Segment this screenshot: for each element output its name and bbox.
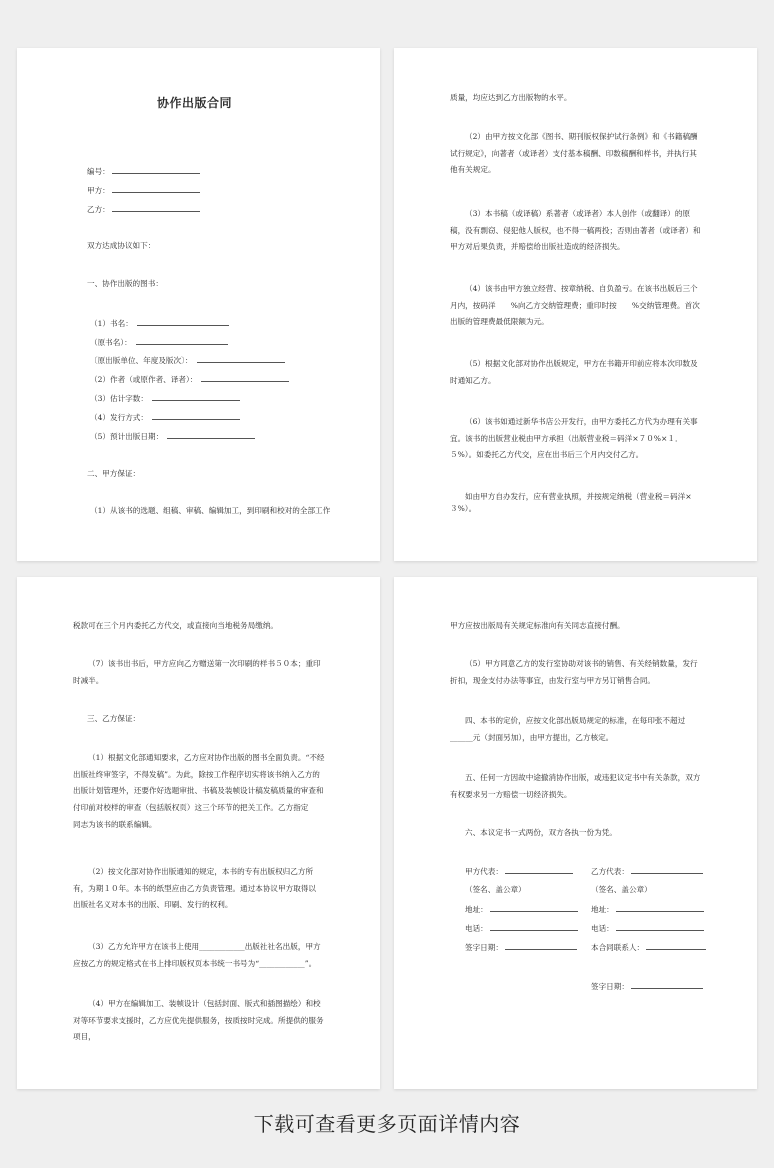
distribution-blank (152, 411, 240, 420)
contract-page-4 (394, 577, 757, 1089)
original-publisher-blank (197, 354, 285, 363)
party-b-rep-field (591, 865, 703, 878)
contract-page-3 (17, 577, 380, 1089)
book-name-blank (137, 317, 229, 326)
section4-text: 四、本书的定价，应按文化部出版局规定的标准，在每印张不超过______元（封面另加），由甲方提出，乙方核定。 (450, 716, 686, 742)
contract-contact-field (591, 941, 706, 954)
party-a-label: 甲方： (87, 186, 110, 195)
author-blank (201, 373, 289, 382)
address-label-b: 地址： (591, 905, 614, 914)
clause6b-text: 如由甲方自办发行，应有营业执照，并按规定纳税（营业税＝码洋×３%）。 (450, 492, 692, 513)
author-label: （2）作者（或原作者、译者）： (90, 375, 198, 384)
p3-clause1-text: （1）根据文化部通知要求，乙方应对协作出版的图书全面负责。“不经出版社终审签字，不得发稿”。为此，除按工作程序切实将该书纳入乙方的出版计划管理外，还要作好选题审批、书稿及装帧设计稿发稿质量的审查和付印前对校样的审查（包括版权页）这三个环节的把关工作。乙方指定 同志为该书的联系编辑。 (73, 753, 325, 829)
number-blank (112, 165, 200, 174)
number-field (87, 165, 200, 178)
contract-contact-label: 本合同联系人： (591, 943, 645, 952)
original-publisher-field (90, 354, 285, 367)
p3-clause2-text: （2）按文化部对协作出版通知的规定，本书的专有出版权归乙方所有，为期１０年。本书的纸型应由乙方负责管理。通过本协议甲方取得以 出版社名义对本书的出版、印刷、发行的权利。 (73, 867, 332, 910)
phone-field-a (465, 922, 578, 935)
clause5-text: （5）根据文化部对协作出版规定，甲方在书籍开印前应将本次印数及时通知乙方。 (450, 359, 698, 385)
download-more-footer: 下载可查看更多页面详情内容 (253, 1112, 521, 1136)
seal-label-a: （签名、盖公章） (465, 885, 526, 894)
clause2-text: （2）由甲方按文化部《图书、期刊版权保护试行条例》和《书籍稿酬试行规定》，向著者（或译者）支付基本稿酬、印数稿酬和样书，并执行其他有关规定。 (450, 132, 698, 175)
clause6-text: （6）该书如通过新华书店公开发行，由甲方委托乙方代为办理有关事宜。该书的出版营业税由甲方承担（出版营业税＝码洋×７０%×１．５%）。如委托乙方代交，应在出书后三个月内交付乙方。 (450, 417, 698, 460)
clause4-text: （4）该书由甲方独立经营、按章纳税、自负盈亏。在该书出版后三个月内，按码洋 %向乙方交纳管理费；重印时按 %交纳管理费。首次出版的管理费最低限额为元。 (450, 284, 700, 327)
address-label-a: 地址： (465, 905, 488, 914)
clause3-text: （3）本书稿（或译稿）系著者（或译者）本人创作（或翻译）的原稿，没有剽窃、侵犯他人版权，也不得一稿两投；否则由著者（或译者）和甲方对后果负责，并赔偿给出版社造成的经济损失。 (450, 209, 701, 252)
section2-heading: 二、甲方保证： (87, 469, 141, 478)
section6-text: 六、本议定书一式两份，双方各执一份为凭。 (465, 828, 617, 837)
word-count-field (90, 392, 240, 405)
publish-date-blank (167, 430, 255, 439)
party-a-rep-field (465, 865, 573, 878)
sign-date-field-b (591, 980, 703, 993)
page2-continue-text: 质量，均应达到乙方出版物的水平。 (450, 93, 572, 102)
publish-date-label: （5）预计出版日期： (90, 432, 164, 441)
party-b-rep-label: 乙方代表： (591, 867, 629, 876)
publish-date-field (90, 430, 255, 443)
section3-heading: 三、乙方保证： (87, 714, 141, 723)
party-a-blank (112, 184, 200, 193)
section1-heading: 一、协作出版的图书： (87, 279, 163, 288)
address-field-a (465, 903, 578, 916)
address-blank-b (616, 903, 704, 912)
phone-blank-b (616, 922, 704, 931)
contract-title: 协作出版合同 (157, 96, 233, 110)
party-a-rep-label: 甲方代表： (465, 867, 503, 876)
party-b-field (87, 203, 200, 216)
party-b-label: 乙方： (87, 205, 110, 214)
sign-date-field-a (465, 941, 577, 954)
author-field (90, 373, 289, 386)
sign-date-blank-b (631, 980, 703, 989)
party-a-rep-blank (505, 865, 573, 874)
p3-clause3-text: （3）乙方允许甲方在该书上使用____________出版社社名出版，甲方应按乙方的规定格式在书上排印版权页本书统一书号为“____________”。 (73, 942, 321, 968)
word-count-label: （3）估计字数： (90, 394, 148, 403)
p4-clause5-text: （5）甲方同意乙方的发行室协助对该书的销售、有关经销数量，发行折扣，现金支付办法等事宜，由发行室与甲方另订销售合同。 (450, 659, 698, 685)
page4-continue-text: 甲方应按出版局有关规定标准向有关同志直接付酬。 (450, 621, 625, 630)
sign-date-label-a: 签字日期： (465, 943, 503, 952)
address-field-b (591, 903, 704, 916)
book-name-label: （1）书名： (90, 319, 133, 328)
contract-contact-blank (646, 941, 706, 950)
distribution-field (90, 411, 240, 424)
phone-field-b (591, 922, 704, 935)
original-name-label: （原书名）： (90, 338, 132, 347)
section5-text: 五、任何一方因故中途撤消协作出版，或违犯议定书中有关条款，双方有权要求另一方赔偿一切经济损失。 (450, 773, 701, 799)
p3-clause4-text: （4）甲方在编辑加工、装帧设计（包括封面、版式和插图描绘）和校对等环节要求支援时，乙方应优先提供服务，按质按时完成。所提供的服务项目， (73, 999, 324, 1042)
sign-date-blank-a (505, 941, 577, 950)
word-count-blank (152, 392, 240, 401)
original-name-field (90, 336, 228, 349)
clause1-start: （1）从该书的选题、组稿、审稿、编辑加工，到印刷和校对的全部工作 (90, 506, 331, 515)
seal-label-b: （签名、盖公章） (591, 885, 652, 894)
book-name-field (90, 317, 229, 330)
original-publisher-label: 〔原出版单位、年度及版次〕： (90, 356, 193, 365)
original-name-blank (136, 336, 228, 345)
phone-label-a: 电话： (465, 924, 488, 933)
contract-page-2 (394, 48, 757, 561)
distribution-label: （4）发行方式： (90, 413, 148, 422)
page3-continue-text: 税款可在三个月内委托乙方代交，或直接向当地税务局缴纳。 (73, 621, 279, 630)
intro-text: 双方达成协议如下： (87, 241, 156, 250)
party-b-rep-blank (631, 865, 703, 874)
phone-blank-a (490, 922, 578, 931)
phone-label-b: 电话： (591, 924, 614, 933)
address-blank-a (490, 903, 578, 912)
contract-page-1 (17, 48, 380, 561)
party-a-field (87, 184, 200, 197)
party-b-blank (112, 203, 200, 212)
number-label: 编号： (87, 167, 110, 176)
clause7-text: （7）该书出书后，甲方应向乙方赠送第一次印刷的样书５０本；重印时减半。 (73, 659, 321, 685)
sign-date-label-b: 签字日期： (591, 982, 629, 991)
